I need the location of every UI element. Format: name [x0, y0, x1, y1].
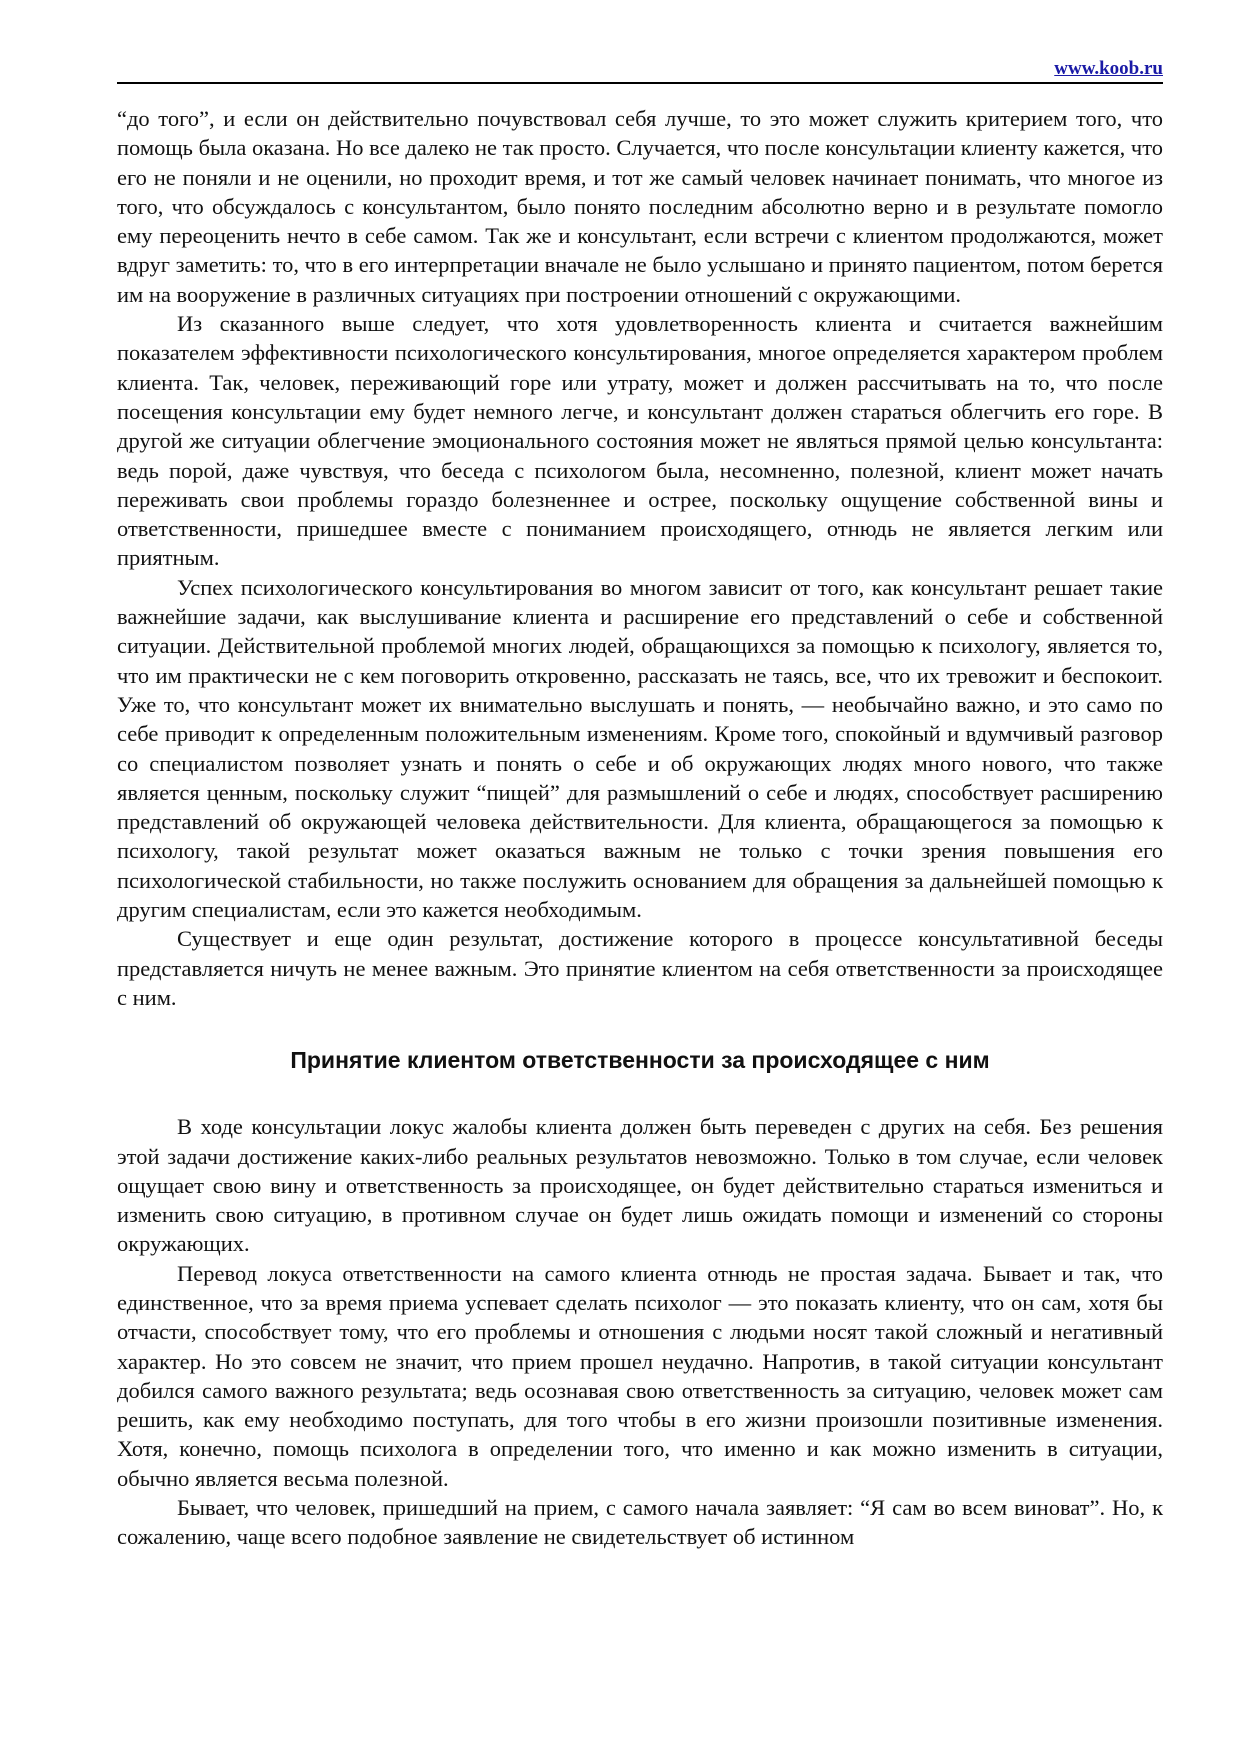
paragraph: Существует и еще один результат, достижение которого в процессе консультативной беседы представляется ничуть не менее важным. Это принятие клиентом на себя ответственности за происходящее с ним.: [117, 926, 1163, 1010]
document-body: [117, 104, 1163, 1552]
paragraph: Успех психологического консультирования во многом зависит от того, как консультант решает такие важнейшие задачи, как выслушивание клиента и расширение его представлений о себе и собственной ситуации. Действительной проблемой многих людей, обращающихся за помощью к психологу, является то, что им практически не с кем поговорить откровенно, рассказать не таясь, все, что их тревожит и беспокоит. Уже то, что консультант может их внимательно выслушать и понять, — необычайно важно, и это само по себе приводит к определенным положительным изменениям. Кроме того, спокойный и вдумчивый разговор со специалистом позволяет узнать и понять о себе и об окружающих людях много нового, что также является ценным, поскольку служит “пищей” для размышлений о себе и людях, способствует расширению представлений об окружающей человека действительности. Для клиента, обращающегося за помощью к психологу, такой результат может оказаться важным не только с точки зрения повышения его психологической стабильности, но также послужить основанием для обращения за дальнейшей помощью к другим специалистам, если это кажется необходимым.: [117, 574, 1163, 923]
paragraph: Из сказанного выше следует, что хотя удовлетворенность клиента и считается важнейшим показателем эффективности психологического консультирования, многое определяется характером проблем клиента. Так, человек, переживающий горе или утрату, может и должен рассчитывать на то, что после посещения консультации ему будет немного легче, и консультант должен стараться облегчить его горе. В другой же ситуации облегчение эмоционального состояния может не являться прямой целью консультанта: ведь порой, даже чувствуя, что беседа с психологом была, несомненно, полезной, клиент может начать переживать свои проблемы гораздо болезненнее и острее, поскольку ощущение собственной вины и ответственности, пришедшее вместе с пониманием происходящего, отнюдь не является легким или приятным.: [117, 311, 1163, 571]
paragraph: Перевод локуса ответственности на самого клиента отнюдь не простая задача. Бывает и так, что единственное, что за время приема успевает сделать психолог — это показать клиенту, что он сам, хотя бы отчасти, способствует тому, что его проблемы и отношения с людьми носят такой сложный и негативный характер. Но это совсем не значит, что прием прошел неудачно. Напротив, в такой ситуации консультант добился самого важного результата; ведь осознавая свою ответственность за ситуацию, человек может сам решить, как ему необходимо поступать, для того чтобы в его жизни произошли позитивные изменения. Хотя, конечно, помощь психолога в определении того, что именно и как можно изменить в ситуации, обычно является весьма полезной.: [117, 1260, 1163, 1491]
section-heading: Принятие клиентом ответственности за происходящее с ним: [290, 1047, 990, 1074]
header-divider: [117, 82, 1163, 84]
paragraph: В ходе консультации локус жалобы клиента должен быть переведен с других на себя. Без решения этой задачи достижение каких-либо реальных результатов невозможно. Только в том случае, если человек ощущает свою вину и ответственность за происходящее, он будет действительно стараться измениться и изменить свою ситуацию, в противном случае он будет лишь ожидать помощи и изменений со стороны окружающих.: [117, 1114, 1163, 1257]
paragraph: Бывает, что человек, пришедший на прием, с самого начала заявляет: “Я сам во всем виноват”. Но, к сожалению, чаще всего подобное заявление не свидетельствует об истинном: [117, 1495, 1163, 1550]
site-link[interactable]: www.koob.ru: [1054, 58, 1163, 79]
paragraph: “до того”, и если он действительно почувствовал себя лучше, то это может служить критерием того, что помощь была оказана. Но все далеко не так просто. Случается, что после консультации клиенту кажется, что его не поняли и не оценили, но проходит время, и тот же самый человек начинает понимать, что многое из того, что обсуждалось с консультантом, было понято последним абсолютно верно и в результате помогло ему переоценить нечто в себе самом. Так же и консультант, если встречи с клиентом продолжаются, может вдруг заметить: то, что в его интерпретации вначале не было услышано и принято пациентом, потом берется им на вооружение в различных ситуациях при построении отношений с окружающими.: [117, 106, 1163, 307]
